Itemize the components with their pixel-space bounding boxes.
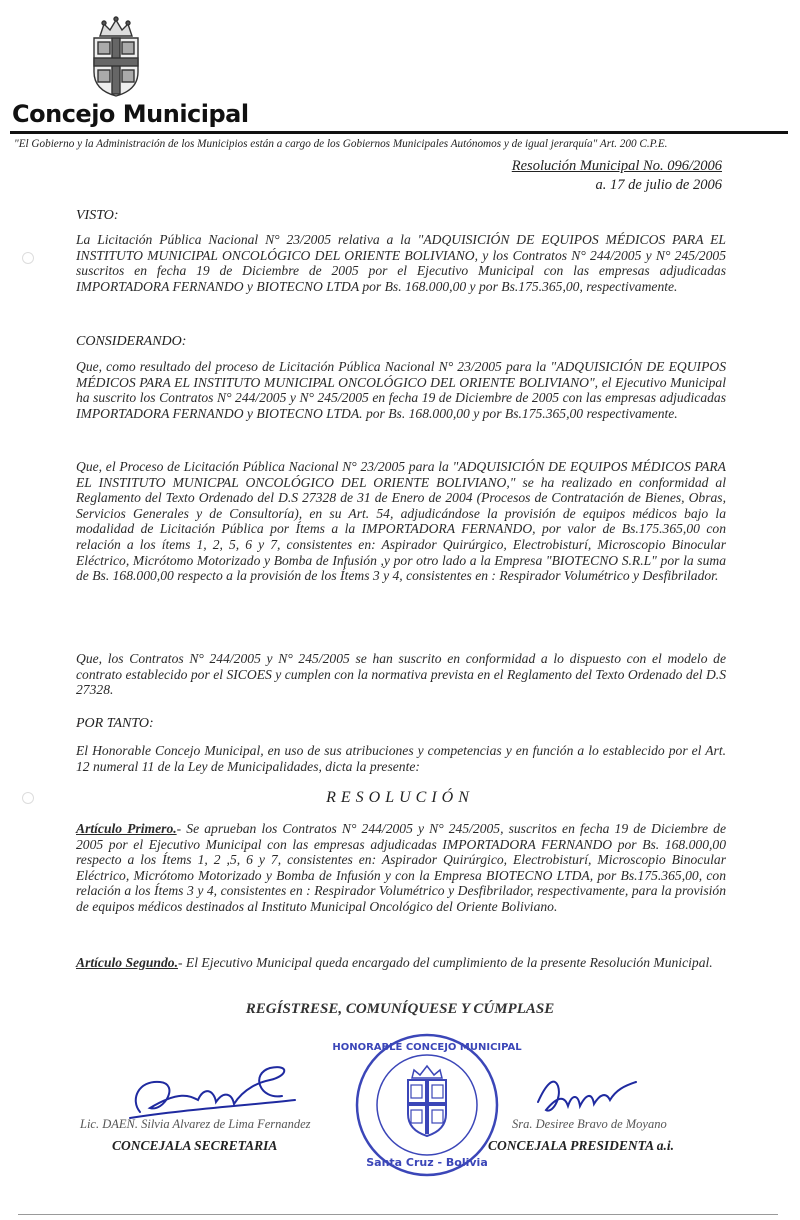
visto-paragraph: La Licitación Pública Nacional N° 23/2005 relativa a la "ADQUISICIÓN DE EQUIPOS MÉDICOS PARA EL INSTITUTO MUNICIPAL ONCOLÓGICO DEL ORIENTE BOLIVIANO, y los Contratos N° 244/2005 y N° 245/2005 suscritos en fecha 19 de Diciembre de 2005 por el Ejecutivo Municipal con las empresas adjudicadas IMPORTADORA FERNANDO y BIOTECNO LTDA por Bs. 168.000,00 y por Bs.175.365,00, respectivamente. (76, 232, 726, 294)
svg-text:HONORABLE CONCEJO MUNICIPAL: HONORABLE CONCEJO MUNICIPAL (332, 1042, 522, 1053)
article-first-label: Artículo Primero. (76, 821, 177, 836)
visto-heading: VISTO: (76, 208, 119, 223)
header-motto: "El Gobierno y la Administración de los Municipios están a cargo de los Gobiernos Municipales Autónomos y de igual jerarquía" Art. 200 C.P.E. (14, 138, 668, 150)
coat-of-arms-logo (86, 14, 146, 98)
punch-hole-mark (22, 792, 34, 804)
considerando-paragraph-3: Que, los Contratos N° 244/2005 y N° 245/2005 se han suscrito en conformidad a lo dispuesto con el modelo de contrato establecido por el SICOES y cumplen con la normativa prevista en el Reglamento del Texto Ordenado del D.S 27328. (76, 651, 726, 698)
official-seal-stamp (332, 1030, 522, 1180)
punch-hole-mark (22, 252, 34, 264)
right-signatory-name: Sra. Desiree Bravo de Moyano (512, 1117, 667, 1131)
considerando-paragraph-2: Que, el Proceso de Licitación Pública Nacional N° 23/2005 para la "ADQUISICIÓN DE EQUIPOS MÉDICOS PARA EL INSTITUTO MUNICPAL ONCOLÓGICO DEL ORIENTE BOLIVIANO," se ha realizado en conformidad al Reglamento del Texto Ordenado del D.S 27328 de 31 de Enero de 2004 (Procesos de Contratación de Bienes, Obras, Servicios Generales y de Consultoría), en su Art. 54, adjudicándose la provisión de equipos médicos bajo la modalidad de Licitación Pública por Ítems a la IMPORTADORA FERNANDO, por valor de Bs.175.365,00 con relación a los ítems 1, 2, 5, 6 y 7, consistentes en: Aspirador Quirúrgico, Electrobisturí, Microscopio Binocular Eléctrico, Micrótomo Motorizado y Bomba de Infusión ,y por otro lado a la Empresa "BIOTECNO S.R.L" por la suma de Bs. 168.000,00 respecto a la provisión de los Ítems 3 y 4, consistentes en : Respirador Volumétrico y Desfibrilador. (76, 459, 726, 584)
por-tanto-heading: POR TANTO: (76, 716, 154, 731)
considerando-paragraph-1: Que, como resultado del proceso de Licitación Pública Nacional N° 23/2005 para la "ADQUISICIÓN DE EQUIPOS MÉDICOS PARA EL INSTITUTO MUNICIPAL ONCOLÓGICO DEL ORIENTE BOLIVIANO", el Ejecutivo Municipal ha suscrito los Contratos N° 244/2005 y N° 245/2005 en fecha 19 de Diciembre de 2005 con las empresas adjudicadas IMPORTADORA FERNANDO y BIOTECNO LTDA. por Bs. 168.000,00 y por Bs.175.365,00 respectivamente. (76, 359, 726, 421)
considerando-heading: CONSIDERANDO: (76, 334, 187, 349)
article-first-text: - Se aprueban los Contratos N° 244/2005 y N° 245/2005, suscritos en fecha 19 de Diciembre de 2005 por el Ejecutivo Municipal con las empresas adjudicadas IMPORTADORA FERNANDO por Bs. 168.000,00 respecto a los Ítems 1, 2 ,5, 6 y 7, consistentes en: Aspirador Quirúrgico, Electrobisturí, Microscopio Binocular Eléctrico, Micrótomo Motorizado y Bomba de Infusión y con la Empresa BIOTECNO LTDA, por Bs.175.365,00, con relación a los Ítems 3 y 4, consistentes en : Respirador Volumétrico y Desfibrilador, respectivamente, para la provisión de equipos médicos destinados al Instituto Municipal Oncológico del Oriente Boliviano. (76, 821, 726, 914)
closing-formula: REGÍSTRESE, COMUNÍQUESE Y CÚMPLASE (245, 1001, 555, 1017)
article-second-text: - El Ejecutivo Municipal queda encargado del cumplimiento de la presente Resolución Municipal. (177, 955, 713, 970)
article-second (76, 955, 726, 971)
resolution-date: a. 17 de julio de 2006 (595, 177, 722, 193)
article-second-label: Artículo Segundo. (76, 955, 178, 970)
resolution-number: Resolución Municipal No. 096/2006 (511, 158, 722, 174)
article-first (76, 821, 726, 915)
svg-text:Santa Cruz - Bolivia: Santa Cruz - Bolivia (366, 1156, 488, 1169)
por-tanto-paragraph: El Honorable Concejo Municipal, en uso de sus atribuciones y competencias y en función a lo establecido por el Art. 12 numeral 11 de la Ley de Municipalidades, dicta la presente: (76, 743, 726, 774)
header-divider (10, 131, 788, 134)
right-signatory-role: CONCEJALA PRESIDENTA a.i. (488, 1138, 675, 1153)
bottom-divider (18, 1214, 778, 1215)
brand-title: Concejo Municipal (12, 100, 249, 128)
left-signatory-role: CONCEJALA SECRETARIA (112, 1138, 278, 1153)
left-signatory-name: Lic. DAEN. Silvia Alvarez de Lima Fernandez (80, 1117, 311, 1131)
resolucion-title: RESOLUCIÓN (326, 789, 474, 806)
